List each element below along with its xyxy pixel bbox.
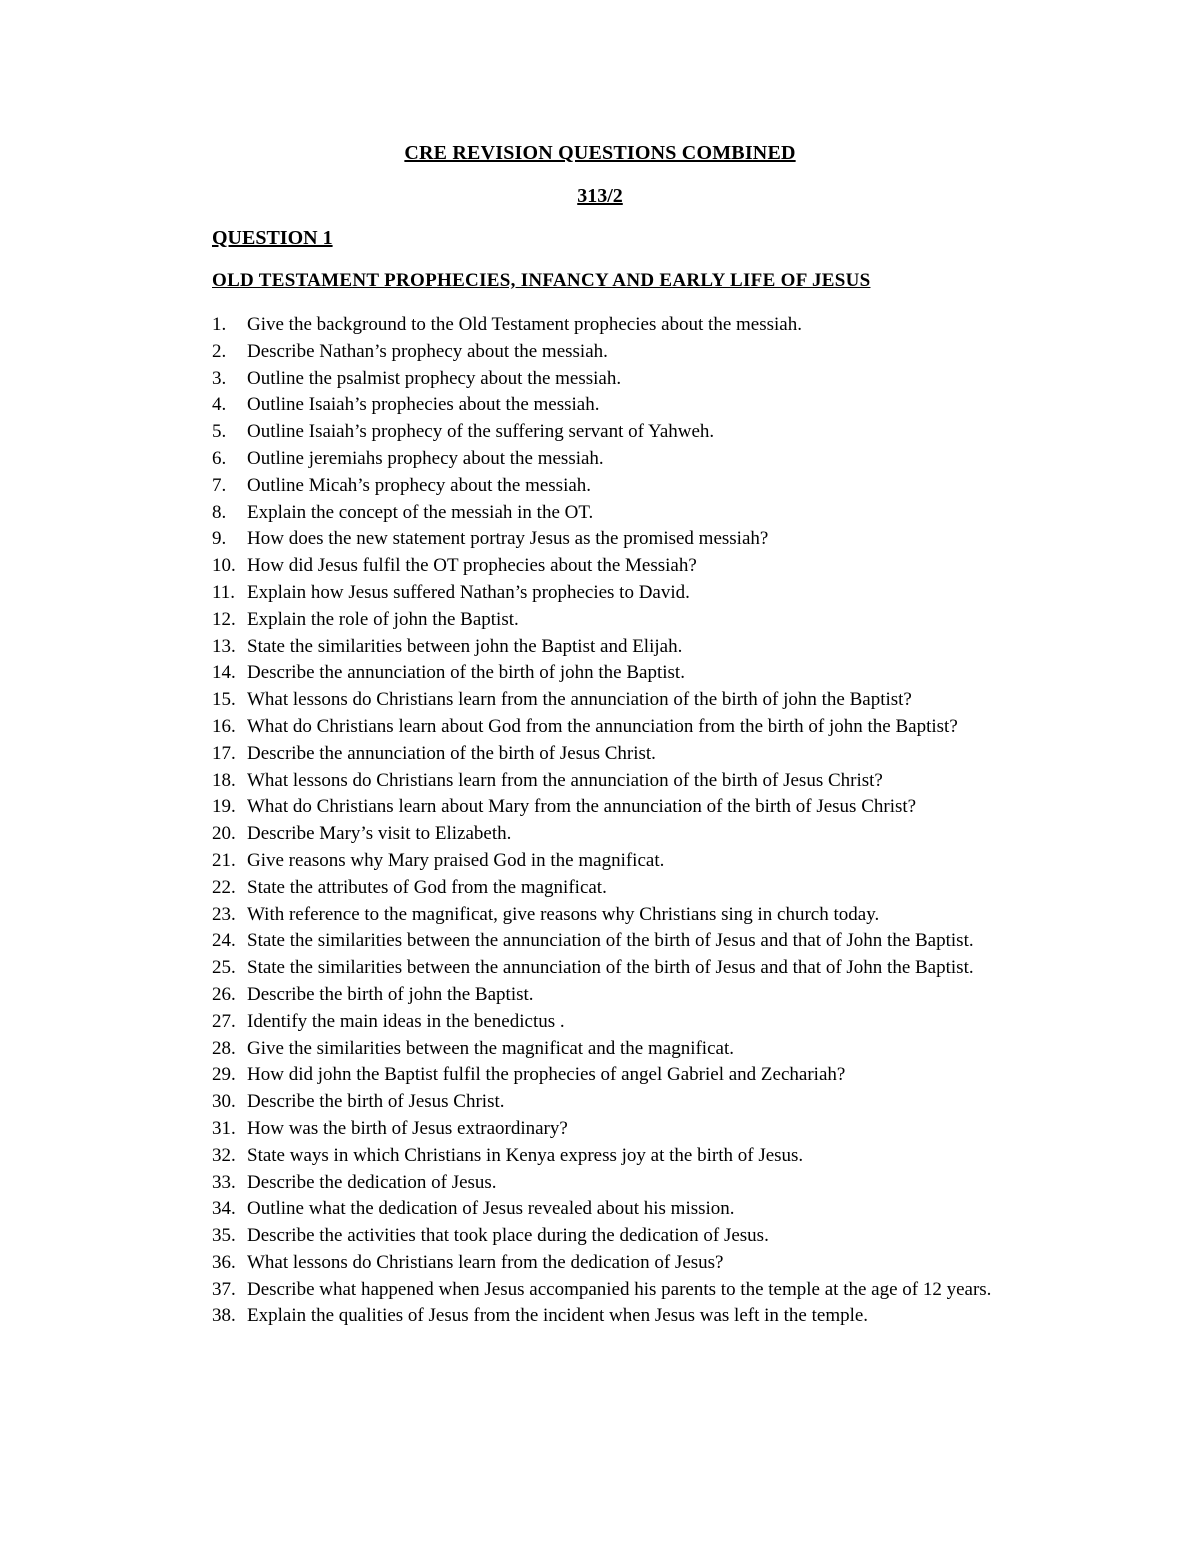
question-number: 13.	[212, 635, 236, 657]
question-text: Describe the dedication of Jesus.	[247, 1171, 497, 1193]
question-text: Outline the psalmist prophecy about the messiah.	[247, 367, 622, 389]
question-item	[212, 473, 1092, 500]
question-number: 24.	[212, 930, 236, 952]
question-text: Describe the activities that took place during the dedication of Jesus.	[247, 1225, 769, 1247]
question-text: State the similarities between the annunciation of the birth of Jesus and that of John the Baptist.	[247, 957, 974, 979]
question-number: 30.	[212, 1091, 236, 1113]
question-item	[212, 1223, 1092, 1250]
question-number: 20.	[212, 823, 236, 845]
question-text: Describe the birth of john the Baptist.	[247, 983, 534, 1005]
question-number: 8.	[212, 501, 227, 523]
question-number: 31.	[212, 1117, 236, 1139]
question-number: 23.	[212, 903, 236, 925]
question-text: Give reasons why Mary praised God in the magnificat.	[247, 849, 665, 871]
question-text: How did john the Baptist fulfil the prophecies of angel Gabriel and Zechariah?	[247, 1064, 846, 1086]
question-item	[212, 1143, 1092, 1170]
question-item	[212, 902, 1092, 929]
section-heading: OLD TESTAMENT PROPHECIES, INFANCY AND EARLY LIFE OF JESUS	[212, 270, 871, 291]
question-text: How did Jesus fulfil the OT prophecies about the Messiah?	[247, 555, 697, 577]
question-number: 32.	[212, 1144, 236, 1166]
question-item	[212, 955, 1092, 982]
question-text: Explain the role of john the Baptist.	[247, 608, 519, 630]
question-text: What lessons do Christians learn from the dedication of Jesus?	[247, 1251, 724, 1273]
paper-code: 313/2	[577, 185, 623, 207]
question-text: Identify the main ideas in the benedictus .	[247, 1010, 565, 1032]
question-item	[212, 1250, 1092, 1277]
question-item	[212, 714, 1092, 741]
question-text: With reference to the magnificat, give reasons why Christians sing in church today.	[247, 903, 880, 925]
question-item	[212, 794, 1092, 821]
question-item	[212, 687, 1092, 714]
question-text: State the similarities between the annunciation of the birth of Jesus and that of John the Baptist.	[247, 930, 974, 952]
question-text: Describe Nathan’s prophecy about the messiah.	[247, 340, 608, 362]
question-number: 11.	[212, 581, 236, 603]
question-text: Describe the birth of Jesus Christ.	[247, 1091, 505, 1113]
question-number: 37.	[212, 1278, 236, 1300]
question-number: 14.	[212, 662, 236, 684]
question-number: 5.	[212, 421, 227, 443]
question-list	[212, 312, 1092, 1330]
question-item	[212, 1062, 1092, 1089]
question-item	[212, 580, 1092, 607]
question-number: 18.	[212, 769, 236, 791]
question-item	[212, 634, 1092, 661]
question-item	[212, 446, 1092, 473]
question-item	[212, 392, 1092, 419]
question-item	[212, 419, 1092, 446]
question-item	[212, 366, 1092, 393]
question-item	[212, 1116, 1092, 1143]
question-item	[212, 768, 1092, 795]
question-text: Explain how Jesus suffered Nathan’s prophecies to David.	[247, 581, 690, 603]
question-number: 26.	[212, 983, 236, 1005]
question-number: 16.	[212, 715, 236, 737]
question-text: Outline Isaiah’s prophecy of the suffering servant of Yahweh.	[247, 421, 715, 443]
question-number: 19.	[212, 796, 236, 818]
question-item	[212, 312, 1092, 339]
question-number: 17.	[212, 742, 236, 764]
question-number: 10.	[212, 555, 236, 577]
question-number: 27.	[212, 1010, 236, 1032]
question-number: 38.	[212, 1305, 236, 1327]
question-item	[212, 982, 1092, 1009]
question-heading: QUESTION 1	[212, 227, 333, 249]
question-text: Describe the annunciation of the birth of Jesus Christ.	[247, 742, 656, 764]
question-text: Outline Micah’s prophecy about the messiah.	[247, 474, 592, 496]
question-text: Give the similarities between the magnificat and the magnificat.	[247, 1037, 734, 1059]
question-number: 21.	[212, 849, 236, 871]
question-text: Describe what happened when Jesus accompanied his parents to the temple at the age of 12 years.	[247, 1278, 992, 1300]
question-item	[212, 526, 1092, 553]
question-number: 28.	[212, 1037, 236, 1059]
question-item	[212, 1170, 1092, 1197]
question-item	[212, 1196, 1092, 1223]
document-title: CRE REVISION QUESTIONS COMBINED	[404, 142, 796, 164]
question-number: 29.	[212, 1064, 236, 1086]
question-text: Give the background to the Old Testament prophecies about the messiah.	[247, 314, 802, 335]
question-item	[212, 1089, 1092, 1116]
question-text: What lessons do Christians learn from the annunciation of the birth of john the Baptist?	[247, 689, 912, 711]
question-text: Outline Isaiah’s prophecies about the messiah.	[247, 394, 600, 416]
question-item	[212, 1277, 1092, 1304]
question-item	[212, 500, 1092, 527]
question-number: 7.	[212, 474, 227, 496]
question-text: State the similarities between john the Baptist and Elijah.	[247, 635, 683, 657]
question-number: 34.	[212, 1198, 236, 1220]
question-text: What do Christians learn about God from the annunciation from the birth of john the Baptist?	[247, 715, 958, 737]
question-text: Explain the concept of the messiah in the OT.	[247, 501, 594, 523]
question-item	[212, 660, 1092, 687]
question-text: What lessons do Christians learn from the annunciation of the birth of Jesus Christ?	[247, 769, 883, 791]
question-number: 6.	[212, 447, 227, 469]
question-text: Outline what the dedication of Jesus revealed about his mission.	[247, 1198, 735, 1220]
question-number: 25.	[212, 957, 236, 979]
question-text: State ways in which Christians in Kenya express joy at the birth of Jesus.	[247, 1144, 804, 1166]
question-text: Outline jeremiahs prophecy about the messiah.	[247, 447, 604, 469]
question-text: What do Christians learn about Mary from the annunciation of the birth of Jesus Christ?	[247, 796, 917, 818]
question-text: How does the new statement portray Jesus as the promised messiah?	[247, 528, 769, 550]
question-number: 1.	[212, 314, 227, 335]
question-number: 12.	[212, 608, 236, 630]
question-text: How was the birth of Jesus extraordinary?	[247, 1117, 568, 1139]
question-number: 36.	[212, 1251, 236, 1273]
question-item	[212, 821, 1092, 848]
question-text: Explain the qualities of Jesus from the incident when Jesus was left in the temple.	[247, 1305, 869, 1327]
question-number: 15.	[212, 689, 236, 711]
question-item	[212, 1303, 1092, 1330]
question-item	[212, 848, 1092, 875]
question-item	[212, 339, 1092, 366]
question-number: 4.	[212, 394, 227, 416]
question-item	[212, 1009, 1092, 1036]
question-item	[212, 607, 1092, 634]
question-text: State the attributes of God from the magnificat.	[247, 876, 607, 898]
question-number: 3.	[212, 367, 227, 389]
question-item	[212, 875, 1092, 902]
question-number: 9.	[212, 528, 227, 550]
question-item	[212, 928, 1092, 955]
question-item	[212, 553, 1092, 580]
question-text: Describe the annunciation of the birth of john the Baptist.	[247, 662, 685, 684]
question-number: 2.	[212, 340, 227, 362]
question-number: 35.	[212, 1225, 236, 1247]
question-text: Describe Mary’s visit to Elizabeth.	[247, 823, 512, 845]
question-item	[212, 1036, 1092, 1063]
question-item	[212, 741, 1092, 768]
question-number: 33.	[212, 1171, 236, 1193]
question-number: 22.	[212, 876, 236, 898]
